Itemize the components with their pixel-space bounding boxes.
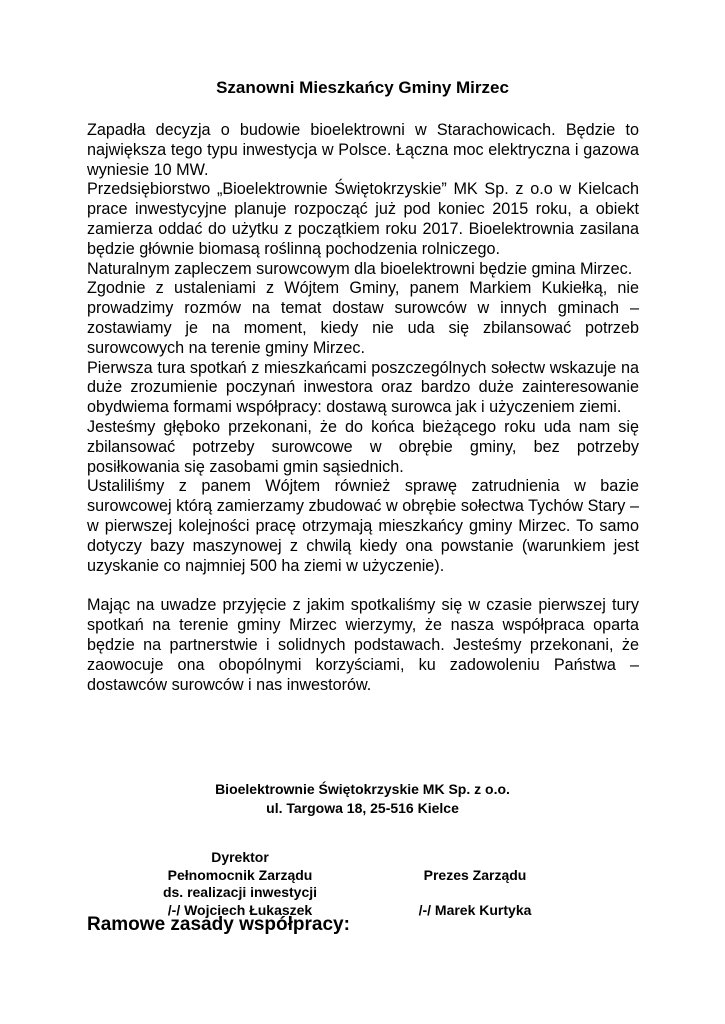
paragraph: Pierwsza tura spotkań z mieszkańcami poszczególnych sołectw wskazuje na duże zrozumienie poczynań inwestora oraz bardzo duże zainteresowanie obydwiema formami współpracy: dostawą surowca jak i użyczeniem ziemi.	[87, 358, 639, 417]
signature-right	[380, 849, 570, 919]
company-block	[0, 780, 725, 818]
signature-right-name: /-/ Marek Kurtyka	[418, 901, 532, 918]
paragraph: Naturalnym zapleczem surowcowym dla bioelektrowni będzie gmina Mirzec.	[87, 259, 633, 278]
paragraph: Zapadła decyzja o budowie bioelektrowni w Starachowicach. Będzie to największa tego typu inwestycja w Polsce. Łączna moc elektryczna i gazowa wyniesie 10 MW.	[87, 121, 639, 179]
signature-right-role: Prezes Zarządu	[423, 866, 527, 883]
closing-paragraph: Mając na uwadze przyjęcie z jakim spotkaliśmy się w czasie pierwszej tury spotkań na terenie gminy Mirzec wierzymy, że nasza współpraca oparta będzie na partnerstwie i solidnych podstawach. Jesteśmy przekonani, że zaowocuje ona obopólnymi korzyściami, ku zadowoleniu Państwa – dostawców surowców i nas inwestorów.	[87, 596, 639, 694]
company-name: Bioelektrownie Świętokrzyskie MK Sp. z o.o.	[215, 781, 510, 797]
paragraph: Przedsiębiorstwo „Bioelektrownie Świętokrzyskie” MK Sp. z o.o w Kielcach prace inwestycyjne planuje rozpocząć już pod koniec 2015 roku, a obiekt zamierza oddać do użytku z początkiem roku 2017. Bioelektrownia zasilana będzie głównie biomasą roślinną pochodzenia rolniczego.	[87, 180, 639, 258]
signature-right-spacer	[380, 849, 570, 867]
paragraph: Zgodnie z ustaleniami z Wójtem Gminy, panem Markiem Kukiełką, nie prowadzimy rozmów na temat dostaw surowców w innych gminach – zostawiamy je na moment, kiedy nie uda się zbilansować potrzeb surowcowych na terenie gminy Mirzec.	[87, 279, 639, 357]
letter-body	[87, 121, 639, 695]
company-address: ul. Targowa 18, 25-516 Kielce	[266, 800, 459, 816]
page-title: Szanowni Mieszkańcy Gminy Mirzec	[216, 78, 509, 97]
paragraph: Jesteśmy głęboko przekonani, że do końca bieżącego roku uda nam się zbilansować potrzeby surowcowe w obrębie gminy, bez potrzeby posiłkowania się zasobami gmin sąsiednich.	[87, 417, 639, 476]
signature-left	[120, 849, 360, 919]
signature-left-line2: Pełnomocnik Zarządu	[167, 866, 313, 883]
paragraph: Ustaliliśmy z panem Wójtem również sprawę zatrudnienia w bazie surowcowej którą zamierzamy zbudować w obrębie sołectwa Tychów Stary – w pierwszej kolejności pracę otrzymają mieszkańcy gminy Mirzec. To samo dotyczy bazy maszynowej z chwilą kiedy ona powstanie (warunkiem jest uzyskanie co najmniej 500 ha ziemi w użyczenie).	[87, 477, 639, 575]
signature-left-line3: ds. realizacji inwestycji	[162, 884, 318, 900]
signature-right-spacer	[380, 884, 570, 902]
signature-left-line1: Dyrektor	[211, 849, 269, 865]
section-heading: Ramowe zasady współpracy:	[87, 914, 350, 935]
signature-left-name: /-/ Wojciech Łukaszek	[167, 901, 313, 918]
